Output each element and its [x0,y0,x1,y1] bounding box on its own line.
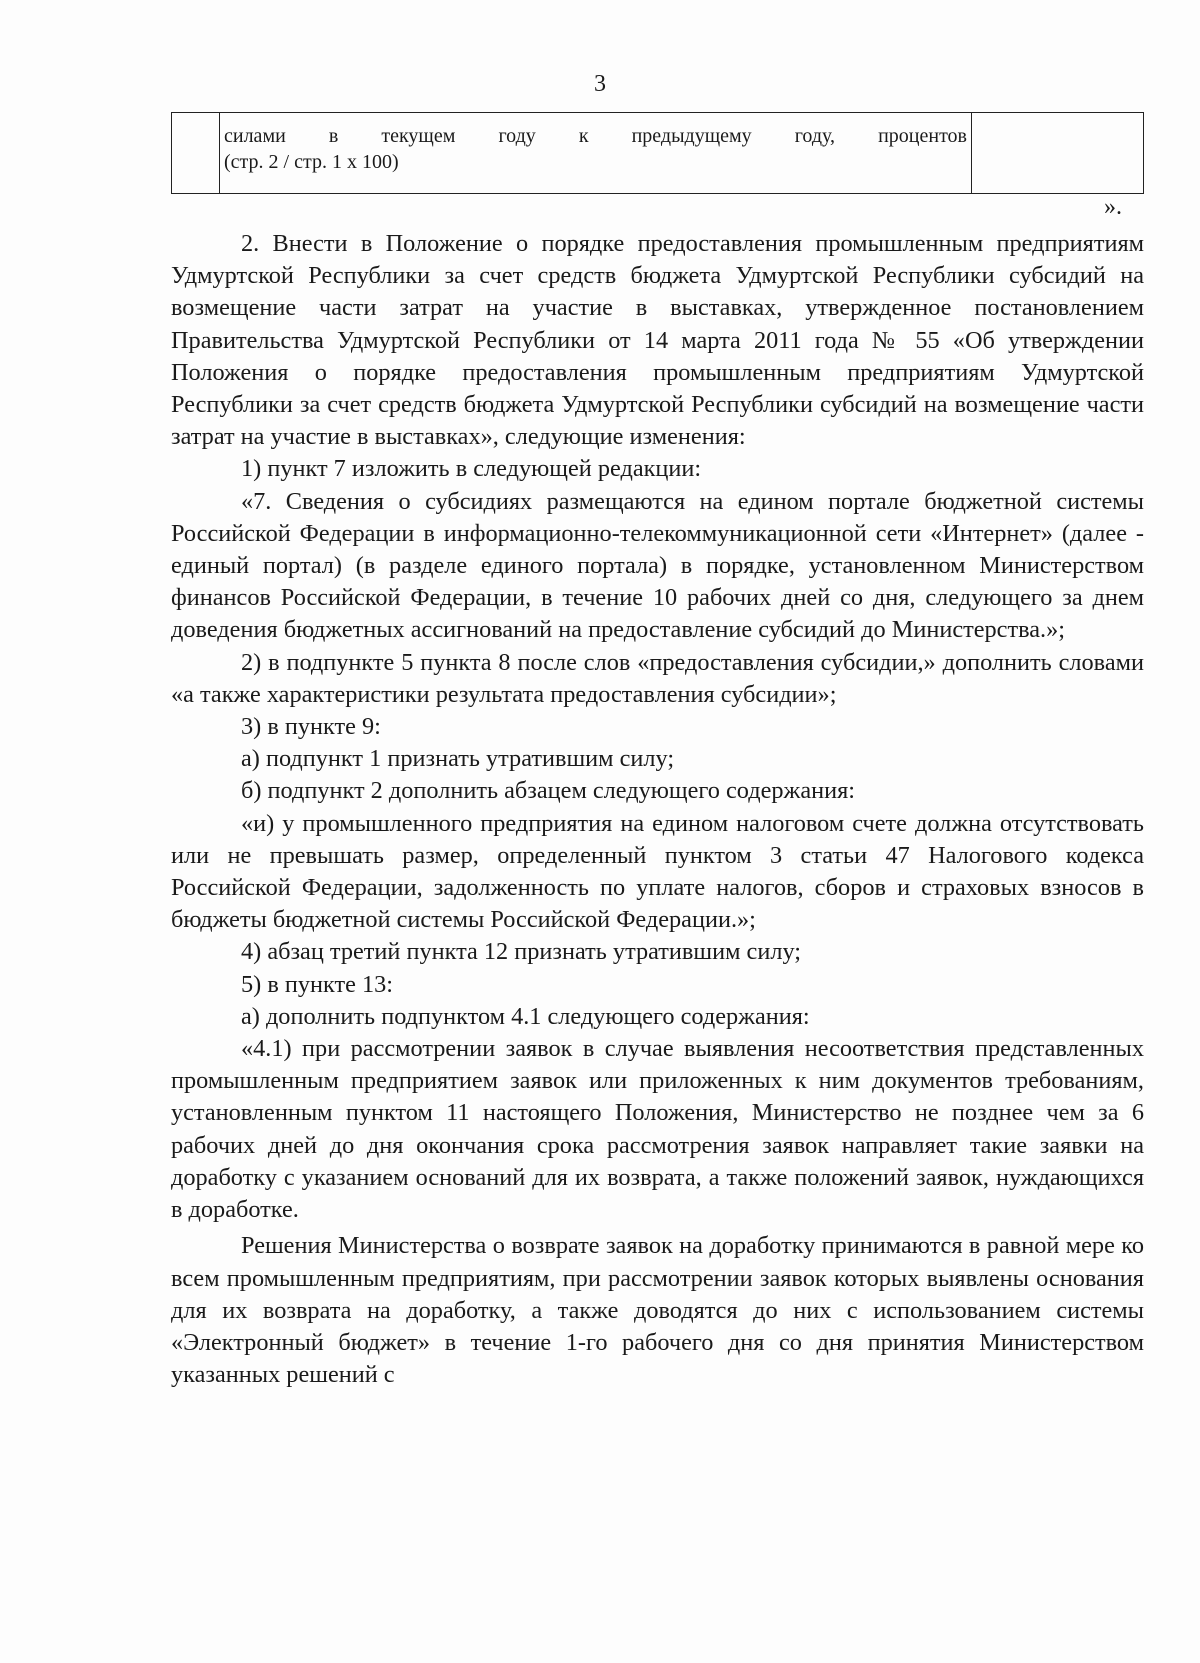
page-number: 3 [594,71,606,97]
closing-quote: ». [1104,194,1122,220]
table-cell-value [972,113,1144,194]
table-row [172,113,1144,194]
paragraph: б) подпункт 2 дополнить абзацем следующего содержания: [241,777,856,805]
table-cell-number [172,113,220,194]
paragraph: «7. Сведения о субсидиях размещаются на едином портале бюджетной системы Российской Федерации в информационно-телекоммуникационной сети «Интернет» (далее - единый портал) (в разделе единого портала) в порядке, установленном Министерством финансов Российской Федерации, в течение 10 рабочих дней со дня, следующего за днем доведения бюджетных ассигнований на предоставление субсидий до Министерства.»; [171,487,1144,644]
indicator-text-line-1: силами в текущем году к предыдущему году, процентов [224,125,967,147]
indicator-table-fragment [171,112,1144,194]
paragraph: 1) пункт 7 изложить в следующей редакции: [241,455,702,483]
indicator-text-line-2: (стр. 2 / стр. 1 x 100) [224,151,399,173]
document-body [171,228,1144,1391]
table-cell-indicator [220,113,972,194]
paragraph: 3) в пункте 9: [241,713,381,741]
paragraph: 4) абзац третий пункта 12 признать утратившим силу; [241,938,802,966]
paragraph: «и) у промышленного предприятия на едином налоговом счете должна отсутствовать или не превышать размер, определенный пунктом 3 статьи 47 Налогового кодекса Российской Федерации, задолженность по уплате налогов, сборов и страховых взносов в бюджеты бюджетной системы Российской Федерации.»; [171,809,1144,934]
paragraph: а) подпункт 1 признать утратившим силу; [241,745,675,773]
paragraph: 5) в пункте 13: [241,970,394,998]
paragraph: 2. Внести в Положение о порядке предоставления промышленным предприятиям Удмуртской Республики за счет средств бюджета Удмуртской Республики субсидий на возмещение части затрат на участие в выставках, утвержденное постановлением Правительства Удмуртской Республики от 14 марта 2011 года № 55 «Об утверждении Положения о порядке предоставления промышленным предприятиям Удмуртской Республики за счет средств бюджета Удмуртской Республики субсидий на возмещение части затрат на участие в выставках», следующие изменения: [171,230,1144,451]
paragraph: а) дополнить подпунктом 4.1 следующего содержания: [241,1002,810,1030]
paragraph: «4.1) при рассмотрении заявок в случае выявления несоответствия представленных промышленным предприятием заявок или приложенных к ним документов требованиям, установленным пунктом 11 настоящего Положения, Министерство не позднее чем за 6 рабочих дней до дня окончания срока рассмотрения заявок направляет такие заявки на доработку с указанием оснований для их возврата, а также положений заявок, нуждающихся в доработке. [171,1035,1144,1224]
paragraph: Решения Министерства о возврате заявок на доработку принимаются в равной мере ко всем промышленным предприятиям, при рассмотрении заявок которых выявлены основания для их возврата на доработку, а также доводятся до них с использованием системы «Электронный бюджет» в течение 1-го рабочего дня со дня принятия Министерством указанных решений с [171,1232,1144,1389]
paragraph: 2) в подпункте 5 пункта 8 после слов «предоставления субсидии,» дополнить словами «а также характеристики результата предоставления субсидии»; [171,648,1144,708]
